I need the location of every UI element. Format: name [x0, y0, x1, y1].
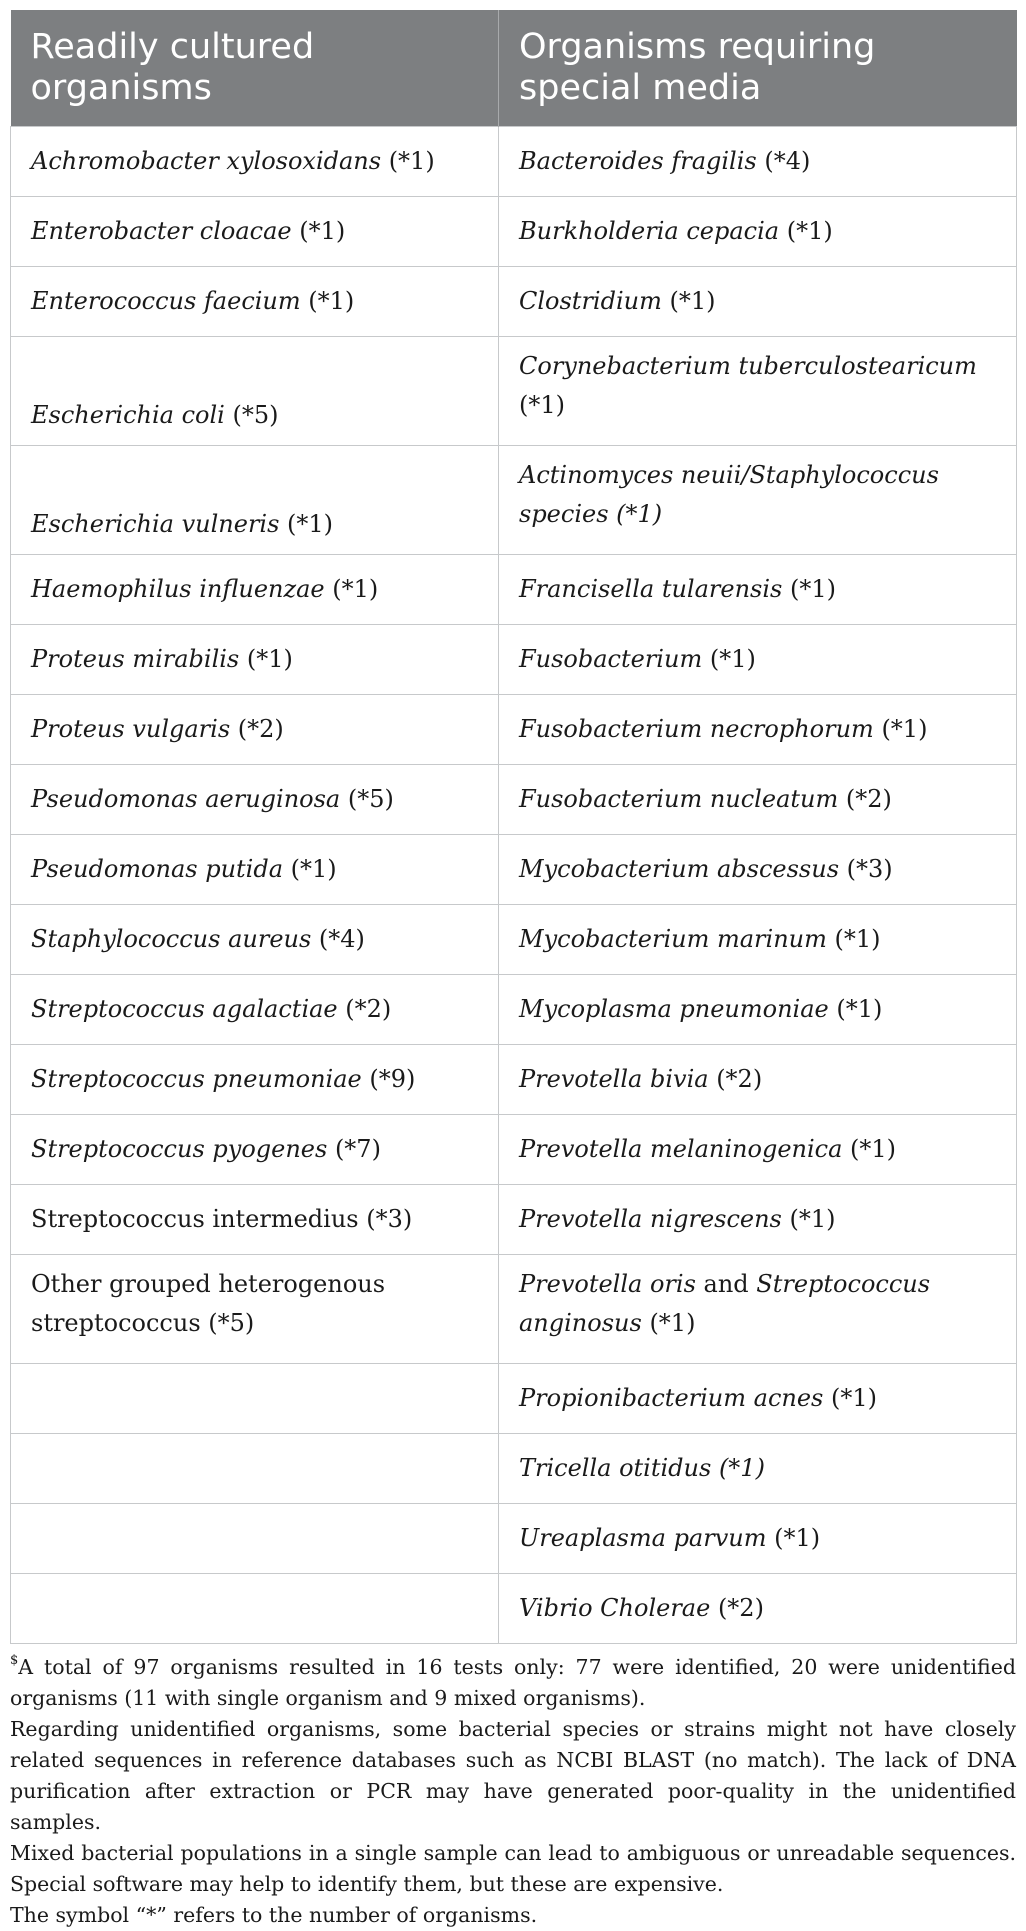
cell-text: Other grouped heterogenous streptococcus (*5)	[31, 1270, 386, 1337]
table-row	[11, 127, 1017, 197]
cell-text: (*1)	[519, 391, 565, 419]
cell-text: Propionibacterium acnes	[519, 1384, 824, 1412]
table-row	[11, 1255, 1017, 1364]
cell-text: (*2)	[230, 715, 284, 743]
cell-text: Mycoplasma pneumoniae	[519, 995, 829, 1023]
table-row	[11, 625, 1017, 695]
cell-text: (*1)	[826, 925, 881, 953]
organisms-table	[10, 10, 1017, 1644]
cell-text: Streptococcus agalactiae	[31, 995, 338, 1023]
cell-readily-cultured	[11, 1255, 499, 1364]
header-row	[11, 10, 1017, 127]
cell-readily-cultured	[11, 197, 499, 267]
cell-text: (*1)	[873, 715, 928, 743]
cell-text: (*2)	[838, 785, 892, 813]
cell-special-media	[499, 975, 1017, 1045]
table-row	[11, 975, 1017, 1045]
footnote-marker: $	[10, 1653, 19, 1669]
table-row	[11, 1045, 1017, 1115]
table-row	[11, 197, 1017, 267]
cell-text: Staphylococcus aureus	[31, 925, 312, 953]
cell-special-media	[499, 446, 1017, 555]
cell-text: Prevotella melaninogenica	[519, 1135, 843, 1163]
cell-text: Escherichia vulneris	[31, 510, 280, 538]
cell-special-media	[499, 555, 1017, 625]
cell-text: Corynebacterium tuberculostearicum	[519, 352, 977, 380]
cell-text: Francisella tularensis	[519, 575, 783, 603]
footnote-4: The symbol “*” refers to the number of organisms.	[10, 1903, 538, 1927]
cell-text: (*1)	[828, 995, 883, 1023]
table-row	[11, 1574, 1017, 1644]
cell-text: (*7)	[327, 1135, 381, 1163]
cell-text: Achromobacter xylosoxidans	[31, 147, 382, 175]
cell-readily-cultured	[11, 975, 499, 1045]
cell-readily-cultured	[11, 446, 499, 555]
cell-text: Mycobacterium marinum	[519, 925, 827, 953]
cell-text: Fusobacterium necrophorum	[519, 715, 874, 743]
table-footnotes	[0, 1644, 1016, 1931]
cell-text: Streptococcus anginosus	[519, 1270, 931, 1337]
cell-text: (*2)	[708, 1065, 763, 1093]
cell-text: Fusobacterium	[519, 645, 703, 673]
cell-text: (*1)	[279, 510, 334, 538]
cell-text: and	[695, 1270, 757, 1298]
cell-text: Enterococcus faecium	[31, 287, 301, 315]
cell-special-media	[499, 1574, 1017, 1644]
cell-text: Tricella otitidus (*1)	[519, 1454, 765, 1482]
cell-special-media	[499, 695, 1017, 765]
table-row	[11, 267, 1017, 337]
cell-text: (*5)	[340, 785, 394, 813]
cell-text: Prevotella bivia	[519, 1065, 709, 1093]
cell-text: Actinomyces neuii/Staphylococcus species (*1)	[519, 461, 939, 528]
table-row	[11, 1434, 1017, 1504]
cell-special-media	[499, 1255, 1017, 1364]
cell-text: (*1)	[300, 287, 355, 315]
cell-special-media	[499, 835, 1017, 905]
cell-readily-cultured	[11, 625, 499, 695]
cell-text: Proteus vulgaris	[31, 715, 231, 743]
cell-text: (*1)	[766, 1524, 821, 1552]
cell-text: (*1)	[702, 645, 756, 673]
cell-text: Streptococcus intermedius (*3)	[31, 1205, 413, 1233]
cell-special-media	[499, 905, 1017, 975]
cell-readily-cultured	[11, 1364, 499, 1434]
cell-text: Vibrio Cholerae	[519, 1594, 711, 1622]
cell-text: Escherichia coli	[31, 401, 225, 429]
cell-readily-cultured	[11, 1434, 499, 1504]
header-readily-cultured: Readily cultured organisms	[11, 10, 499, 127]
cell-readily-cultured	[11, 1504, 499, 1574]
cell-readily-cultured	[11, 337, 499, 446]
cell-text: (*1)	[381, 147, 435, 175]
cell-special-media	[499, 337, 1017, 446]
table-row	[11, 905, 1017, 975]
cell-text: Ureaplasma parvum	[519, 1524, 767, 1552]
cell-text: Burkholderia cepacia	[519, 217, 780, 245]
cell-text: (*9)	[361, 1065, 416, 1093]
table-row	[11, 1504, 1017, 1574]
cell-text: (*1)	[291, 217, 346, 245]
cell-special-media	[499, 1434, 1017, 1504]
cell-text: (*1)	[842, 1135, 897, 1163]
cell-text: Pseudomonas aeruginosa	[31, 785, 341, 813]
cell-special-media	[499, 197, 1017, 267]
cell-text: (*2)	[710, 1594, 764, 1622]
cell-text: (*1)	[641, 1309, 696, 1337]
cell-text: (*1)	[823, 1384, 877, 1412]
cell-special-media	[499, 267, 1017, 337]
footnote-1-text: A total of 97 organisms resulted in 16 tests only: 77 were identified, 20 were unidentified organisms (11 with single organism and 9 mixed organisms).	[10, 1655, 1016, 1710]
cell-text: (*1)	[661, 287, 716, 315]
cell-readily-cultured	[11, 1574, 499, 1644]
cell-readily-cultured	[11, 835, 499, 905]
cell-special-media	[499, 1115, 1017, 1185]
cell-text: (*1)	[283, 855, 337, 883]
cell-text: Prevotella oris	[519, 1270, 696, 1298]
cell-text: Prevotella nigrescens	[519, 1205, 782, 1233]
cell-readily-cultured	[11, 905, 499, 975]
cell-text: Mycobacterium abscessus	[519, 855, 840, 883]
cell-text: (*4)	[311, 925, 365, 953]
table-row	[11, 337, 1017, 446]
cell-special-media	[499, 625, 1017, 695]
footnote-2: Regarding unidentified organisms, some bacterial species or strains might not have closely related sequences in reference databases such as NCBI BLAST (no match). The lack of DNA purification after extraction or PCR may have generated poor-quality in the unidentified samples.	[10, 1717, 1016, 1834]
cell-text: (*1)	[239, 645, 293, 673]
cell-readily-cultured	[11, 555, 499, 625]
table-row	[11, 446, 1017, 555]
table-row	[11, 1115, 1017, 1185]
cell-readily-cultured	[11, 695, 499, 765]
footnote-3: Mixed bacterial populations in a single sample can lead to ambiguous or unreadable sequences. Special software may help to identify them, but these are expensive.	[10, 1841, 1016, 1896]
cell-text: Streptococcus pneumoniae	[31, 1065, 362, 1093]
cell-text: Clostridium	[519, 287, 662, 315]
cell-special-media	[499, 1504, 1017, 1574]
cell-text: (*1)	[779, 217, 833, 245]
cell-readily-cultured	[11, 1115, 499, 1185]
cell-text: Enterobacter cloacae	[31, 217, 292, 245]
cell-text: Bacteroides fragilis	[519, 147, 757, 175]
cell-readily-cultured	[11, 765, 499, 835]
table-row	[11, 555, 1017, 625]
cell-text: Haemophilus influenzae	[31, 575, 325, 603]
cell-special-media	[499, 1045, 1017, 1115]
cell-text: (*1)	[781, 1205, 836, 1233]
table-row	[11, 835, 1017, 905]
cell-text: (*4)	[756, 147, 811, 175]
cell-special-media	[499, 1185, 1017, 1255]
table-body	[11, 127, 1017, 1644]
table-row	[11, 1185, 1017, 1255]
cell-text: (*5)	[224, 401, 279, 429]
cell-readily-cultured	[11, 1045, 499, 1115]
cell-text: (*1)	[324, 575, 379, 603]
cell-text: (*2)	[337, 995, 392, 1023]
header-special-media: Organisms requiring special media	[499, 10, 1017, 127]
cell-text: Fusobacterium nucleatum	[519, 785, 839, 813]
table-row	[11, 695, 1017, 765]
cell-text: Streptococcus pyogenes	[31, 1135, 328, 1163]
cell-readily-cultured	[11, 127, 499, 197]
table-header	[11, 10, 1017, 127]
cell-readily-cultured	[11, 1185, 499, 1255]
cell-text: Pseudomonas putida	[31, 855, 284, 883]
cell-text: (*3)	[839, 855, 893, 883]
table-row	[11, 1364, 1017, 1434]
cell-special-media	[499, 765, 1017, 835]
cell-special-media	[499, 127, 1017, 197]
cell-text: (*1)	[782, 575, 836, 603]
table-row	[11, 765, 1017, 835]
cell-text: Proteus mirabilis	[31, 645, 240, 673]
footnote-1	[10, 1652, 1016, 1714]
cell-readily-cultured	[11, 267, 499, 337]
cell-special-media	[499, 1364, 1017, 1434]
